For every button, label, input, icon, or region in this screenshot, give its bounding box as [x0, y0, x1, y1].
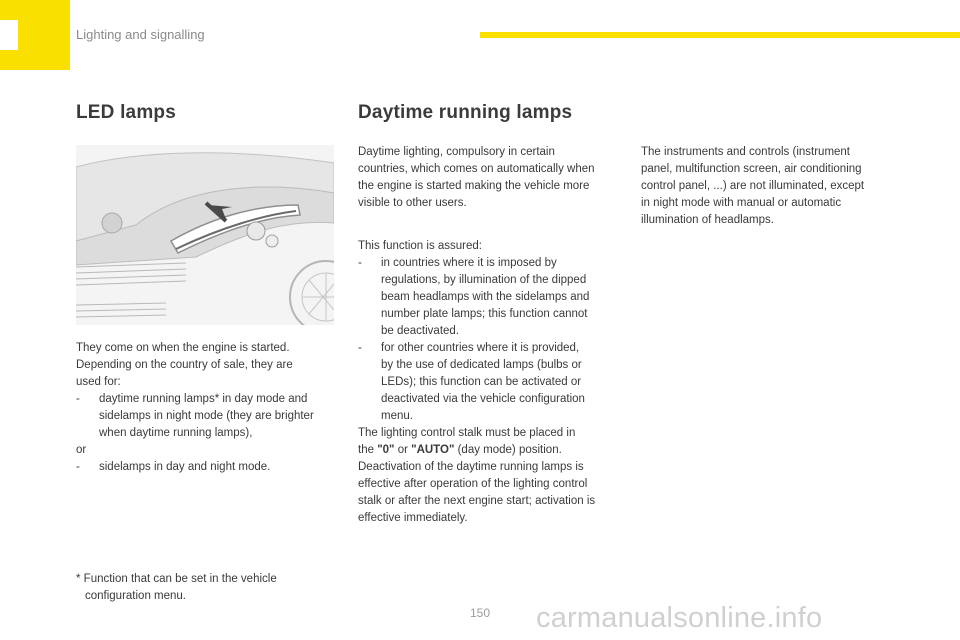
drl-list-item-1: - in countries where it is imposed by regulations, by illumination of the dipped beam headlamps with the sidelamps and number plate lamps; this function cannot be deactivated. — [358, 257, 590, 337]
page-number: 150 — [469, 606, 491, 620]
drl-function-text: This function is assured: - in countries where it is imposed by regulations, by illumination of the dipped beam headlamps with the sidelamps and number plate lamps; this function cannot be deactivated. - for other countries where it is provided, by the use of dedicated lamps (bulbs or LEDs); this function can be activated or deactivated via the vehicle configuration menu. The lighting control stalk must be placed in the "0" or "AUTO" (day mode) position. Deactivation of the daytime running lamps is effective after operation of the lighting control stalk or after the next engine start; activation is effective immediately. — [358, 238, 620, 527]
drl-description: Daytime lighting, compulsory in certain countries, which comes on automatically when the engine is started making the vehicle more visible to other users. — [358, 146, 595, 209]
daytime-running-lamps-heading: Daytime running lamps — [358, 102, 573, 123]
instruments-note: The instruments and controls (instrument panel, multifunction screen, air conditioning control panel, ...) are not illuminated, except in night mode with manual or automatic illumination of headlamps. — [641, 146, 865, 226]
led-list-item-1: - daytime running lamps* in day mode and sidelamps in night mode (they are brighter when daytime running lamps), — [76, 393, 314, 439]
drl-list-item-2: - for other countries where it is provided, by the use of dedicated lamps (bulbs or LEDs); this function can be activated or deactivated via the vehicle configuration menu. — [358, 342, 585, 422]
car-front-headlamp-illustration — [76, 145, 334, 325]
led-lamps-text: They come on when the engine is started. Depending on the country of sale, they are used for: - daytime running lamps* in day mode and sidelamps in night mode (they are brighter when daytime running lamps), or - sidelamps in day and night mode. — [76, 340, 336, 476]
stalk-position-line: the "0" or "AUTO" (day mode) position. — [358, 444, 562, 456]
section-title: Lighting and signalling — [76, 27, 205, 42]
chapter-tab-notch — [0, 20, 18, 50]
header-accent-line — [480, 32, 960, 38]
led-lamps-heading: LED lamps — [76, 102, 176, 123]
led-list-item-2: - sidelamps in day and night mode. — [76, 461, 271, 473]
footnote: * Function that can be set in the vehicle configuration menu. — [76, 573, 277, 602]
watermark: carmanualsonline.info — [536, 602, 823, 634]
